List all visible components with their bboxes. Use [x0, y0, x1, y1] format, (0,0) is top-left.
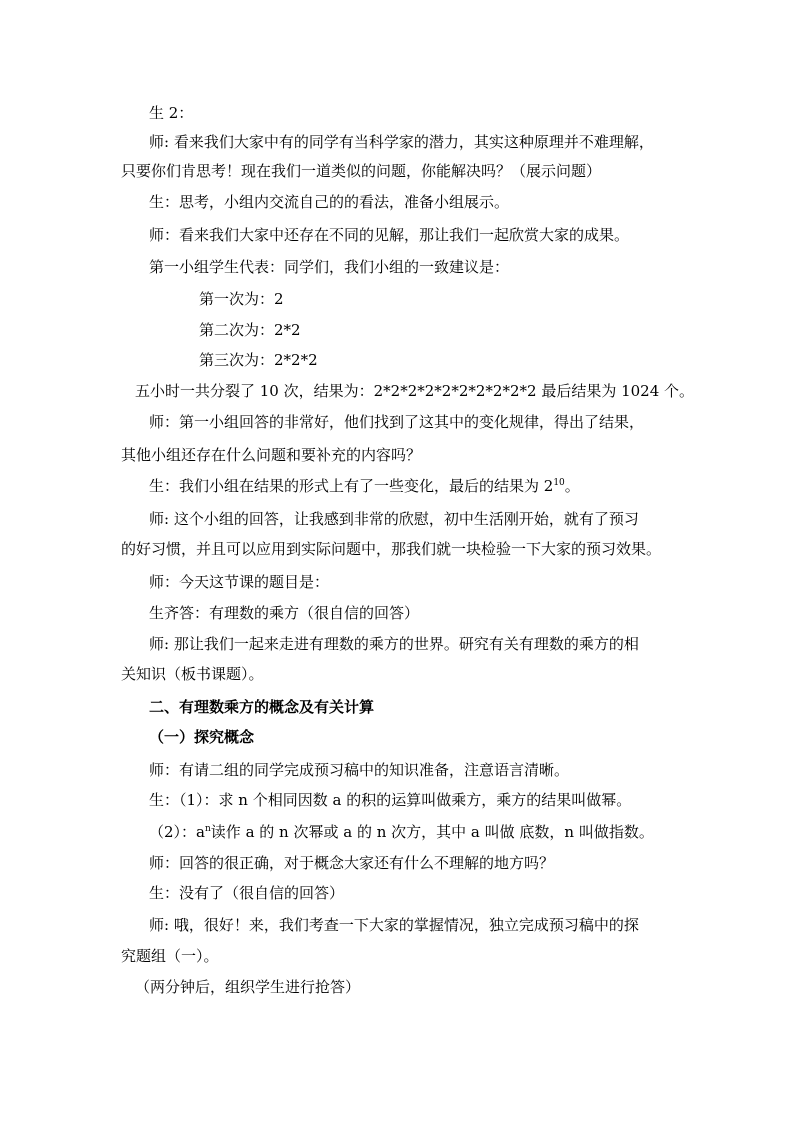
line-first-time: 第一次为：2 — [199, 290, 284, 308]
line-definition-power: 生：（1）：求 n 个相同因数 a 的积的运算叫做乘方，乘方的结果叫做幂。 — [149, 791, 632, 809]
line-other-groups: 其他小组还存在什么问题和要补充的内容吗？ — [121, 446, 422, 464]
line-teacher-praise: 师：第一小组回答的非常好，他们找到了这其中的变化规律，得出了结果， — [149, 413, 645, 431]
line-group-one-rep: 第一小组学生代表：同学们，我们小组的一致建议是： — [149, 258, 510, 276]
line-teacher-correct: 师：回答的很正确，对于概念大家还有什么不理解的地方吗？ — [149, 854, 555, 872]
line-teacher-scientist: 师: 看来我们大家中有的同学有当科学家的潜力，其实这种原理并不难理解， — [149, 133, 654, 151]
line-lesson-title-intro: 师：今天这节课的题目是： — [149, 573, 330, 591]
line-teacher-views: 师：看来我们大家中还存在不同的见解，那让我们一起欣赏大家的成果。 — [149, 226, 630, 244]
power-form-text: 生：我们小组在结果的形式上有了一些变化，最后的结果为 2 — [149, 477, 554, 495]
section-heading-concept: 二、有理数乘方的概念及有关计算 — [149, 698, 375, 716]
line-group-two: 师：有请二组的同学完成预习稿中的知识准备，注意语言清晰。 — [149, 761, 570, 779]
line-teacher-pleased: 师: 这个小组的回答，让我感到非常的欣慰，初中生活刚开始，就有了预习 — [149, 510, 639, 528]
line-show-problem: 只要你们肯思考！现在我们一道类似的问题，你能解决吗？（展示问题） — [121, 162, 602, 180]
line-third-time: 第三次为：2*2*2 — [199, 351, 318, 369]
line-student-think: 生：思考，小组内交流自己的的看法，准备小组展示。 — [149, 193, 510, 211]
line-problem-group: 究题组（一）。 — [121, 947, 219, 965]
line-definition-exponent — [149, 822, 654, 842]
subsection-heading-explore: （一）探究概念 — [149, 728, 255, 746]
line-second-time: 第二次为：2*2 — [199, 321, 301, 339]
line-two-minutes: （两分钟后，组织学生进行抢答） — [135, 978, 361, 996]
exponent-n: n — [205, 824, 211, 834]
line-five-hours-result: 五小时一共分裂了 10 次，结果为：2*2*2*2*2*2*2*2*2*2 最后结果为 1024 个。 — [135, 382, 695, 400]
line-student-none: 生：没有了（很自信的回答） — [149, 884, 345, 902]
line-student-2: 生 2： — [149, 104, 194, 122]
line-power-form — [149, 476, 580, 496]
line-board-title: 关知识（板书课题）。 — [121, 665, 264, 683]
line-enter-world: 师: 那让我们一起来走进有理数的乘方的世界。研究有关有理数的乘方的相 — [149, 635, 639, 653]
line-chorus-answer: 生齐答：有理数的乘方（很自信的回答） — [149, 604, 420, 622]
line-teacher-check: 师: 哦，很好！来，我们考查一下大家的掌握情况，独立完成预习稿中的探 — [149, 916, 639, 934]
exponent-ten: 10 — [553, 478, 565, 488]
power-form-period: 。 — [564, 477, 580, 495]
definition-prefix: （2）：a — [149, 823, 205, 841]
line-preview-habit: 的好习惯，并且可以应用到实际问题中，那我们就一块检验一下大家的预习效果。 — [121, 540, 662, 558]
definition-rest: 读作 a 的 n 次幂或 a 的 n 次方，其中 a 叫做 底数，n 叫做指数。 — [210, 823, 654, 841]
